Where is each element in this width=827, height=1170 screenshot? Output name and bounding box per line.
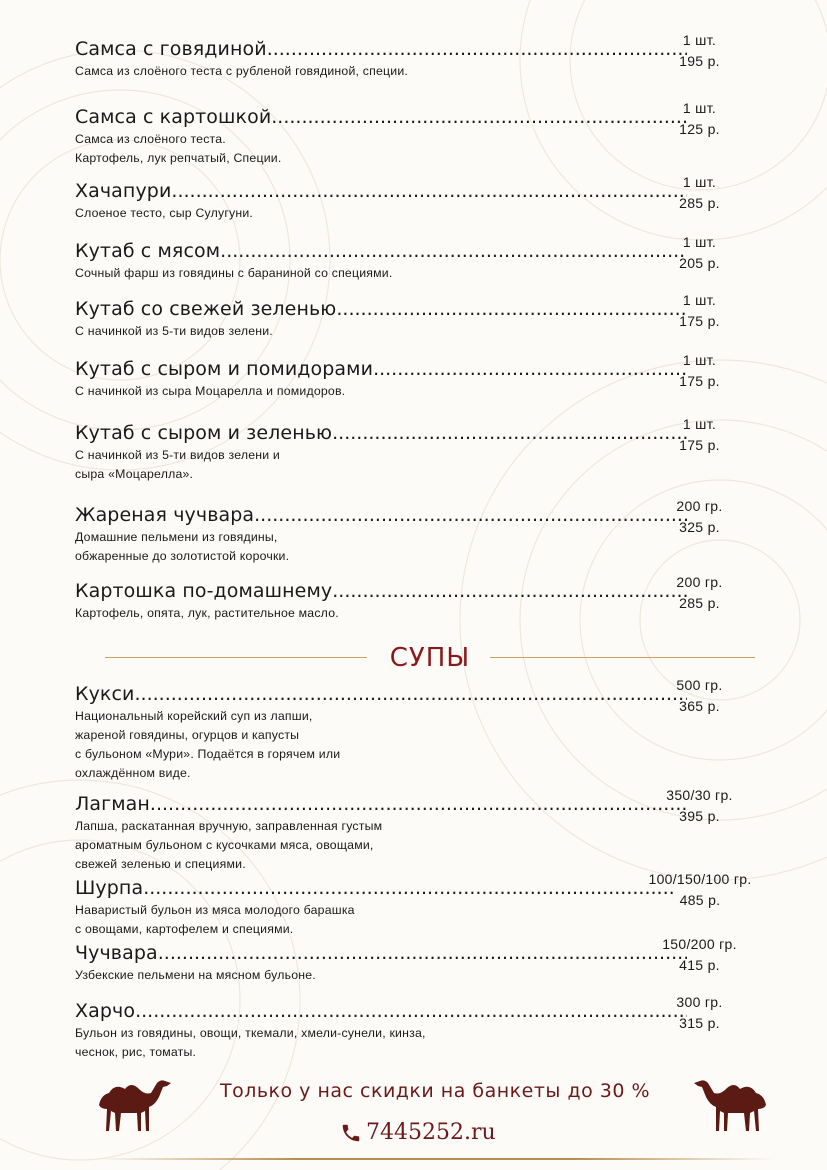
dot-leader: [267, 38, 687, 60]
dot-leader: [336, 298, 687, 320]
menu-item: [75, 677, 795, 783]
dot-leader: [150, 793, 687, 815]
item-quantity-price: [642, 232, 757, 274]
dot-leader: [271, 106, 687, 128]
item-name: Хачапури: [75, 180, 172, 202]
item-price: 365 р.: [679, 698, 720, 714]
description-line: свежей зеленью и специями.: [75, 857, 246, 871]
description-line: Узбекские пельмени на мясном бульоне.: [75, 968, 316, 982]
dot-leader: [254, 504, 687, 526]
item-price: 175 р.: [679, 373, 720, 389]
item-name: Чучвара: [75, 942, 158, 964]
description-line: Самса из слоёного теста.: [75, 132, 226, 146]
item-quantity-price: [635, 869, 765, 911]
item-name: Кутаб с сыром и помидорами: [75, 358, 374, 380]
item-quantity: 1 шт.: [682, 32, 717, 48]
section-title: СУПЫ: [389, 643, 471, 673]
item-price: 325 р.: [679, 519, 720, 535]
item-quantity-price: [642, 992, 757, 1034]
item-quantity-price: [642, 172, 757, 214]
description-line: жареной говядины, огурцов и капусты: [75, 728, 300, 742]
dot-leader: [373, 358, 687, 380]
item-price: 125 р.: [679, 121, 720, 137]
soups-section-header: [105, 642, 755, 676]
item-name: Кукси: [75, 683, 135, 705]
item-price: 285 р.: [679, 595, 720, 611]
menu-item: [75, 292, 795, 341]
dot-leader: [220, 240, 687, 262]
description-line: Картофель, лук репчатый, Специи.: [75, 151, 282, 165]
section-divider-right: [490, 657, 755, 658]
camel-icon: [95, 1075, 175, 1135]
item-price: 175 р.: [679, 437, 720, 453]
item-price: 395 р.: [679, 808, 720, 824]
item-quantity: 300 гр.: [676, 994, 723, 1010]
item-quantity-price: [642, 785, 757, 827]
dot-leader: [135, 683, 687, 705]
menu-item: [75, 936, 795, 985]
item-quantity: 1 шт.: [682, 100, 717, 116]
item-name: Жареная чучвара: [75, 504, 255, 526]
item-name: Картошка по-домашнему: [75, 580, 333, 602]
menu-item: [75, 871, 795, 939]
item-name: Самса с картошкой: [75, 106, 272, 128]
description-line: Наваристый бульон из мяса молодого барашка: [75, 903, 355, 917]
dot-leader: [332, 422, 687, 444]
description-line: чеснок, рис, томаты.: [75, 1045, 197, 1059]
description-line: обжаренные до золотистой корочки.: [75, 549, 290, 563]
description-line: сыра «Моцарелла».: [75, 467, 194, 481]
description-line: Бульон из говядины, овощи, ткемали, хмели-сунели, кинза,: [75, 1026, 426, 1040]
menu-item: [75, 416, 795, 484]
footer-divider: [95, 1158, 775, 1160]
menu-item: [75, 100, 795, 168]
menu-item: [75, 498, 795, 566]
phone-number: 7445252.ru: [366, 1120, 496, 1145]
dot-leader: [135, 1000, 687, 1022]
item-quantity-price: [642, 30, 757, 72]
promo-text: Только у нас скидки на банкеты до 30 %: [219, 1080, 651, 1102]
dot-leader: [171, 180, 687, 202]
item-name: Харчо: [75, 1000, 136, 1022]
description-line: С начинкой из сыра Моцарелла и помидоров.: [75, 384, 346, 398]
item-quantity-price: [642, 572, 757, 614]
item-quantity: 1 шт.: [682, 292, 717, 308]
description-line: Слоеное тесто, сыр Сулугуни.: [75, 206, 254, 220]
item-name: Кутаб с мясом: [75, 240, 221, 262]
menu-item: [75, 234, 795, 283]
item-quantity: 350/30 гр.: [666, 787, 733, 803]
item-name: Кутаб с сыром и зеленью: [75, 422, 333, 444]
item-price: 195 р.: [679, 53, 720, 69]
item-quantity-price: [642, 934, 757, 976]
phone-icon: [340, 1122, 362, 1144]
item-name: Самса с говядиной: [75, 38, 267, 60]
description-line: Национальный корейский суп из лапши,: [75, 709, 313, 723]
item-quantity-price: [642, 350, 757, 392]
description-line: охлаждённом виде.: [75, 766, 191, 780]
item-price: 315 р.: [679, 1015, 720, 1031]
item-price: 175 р.: [679, 313, 720, 329]
item-quantity-price: [642, 414, 757, 456]
item-quantity: 1 шт.: [682, 416, 717, 432]
description-line: с бульоном «Мури». Подаётся в горячем или: [75, 747, 341, 761]
item-name: Лагман: [75, 793, 150, 815]
item-quantity-price: [642, 675, 757, 717]
item-quantity: 200 гр.: [676, 574, 723, 590]
item-name: Шурпа: [75, 877, 144, 899]
item-price: 285 р.: [679, 195, 720, 211]
item-price: 415 р.: [679, 957, 720, 973]
description-line: С начинкой из 5-ти видов зелени и: [75, 448, 280, 462]
item-quantity: 1 шт.: [682, 234, 717, 250]
description-line: с овощами, картофелем и специями.: [75, 922, 294, 936]
menu-item: [75, 174, 795, 223]
dot-leader: [143, 877, 675, 899]
item-quantity-price: [642, 290, 757, 332]
description-line: ароматным бульоном с кусочками мяса, овощами,: [75, 838, 374, 852]
menu-item: [75, 32, 795, 81]
menu-item: [75, 994, 795, 1062]
description-line: Самса из слоёного теста с рубленой говядиной, специи.: [75, 64, 409, 78]
item-name: Кутаб со свежей зеленью: [75, 298, 337, 320]
camel-icon: [690, 1075, 770, 1135]
menu-item: [75, 787, 795, 874]
phone-link[interactable]: [340, 1120, 496, 1145]
dot-leader: [158, 942, 687, 964]
description-line: С начинкой из 5-ти видов зелени.: [75, 324, 273, 338]
dot-leader: [332, 580, 687, 602]
description-line: Лапша, раскатанная вручную, заправленная густым: [75, 819, 383, 833]
menu-item: [75, 574, 795, 623]
item-quantity: 500 гр.: [676, 677, 723, 693]
item-quantity-price: [642, 496, 757, 538]
menu-item: [75, 352, 795, 401]
description-line: Сочный фарш из говядины с бараниной со специями.: [75, 266, 393, 280]
description-line: Домашние пельмени из говядины,: [75, 530, 278, 544]
item-quantity: 1 шт.: [682, 174, 717, 190]
item-quantity: 200 гр.: [676, 498, 723, 514]
item-quantity: 100/150/100 гр.: [648, 871, 752, 887]
item-quantity-price: [642, 98, 757, 140]
item-description: [75, 707, 795, 783]
item-quantity: 150/200 гр.: [662, 936, 737, 952]
description-line: Картофель, опята, лук, растительное масло.: [75, 606, 339, 620]
item-price: 205 р.: [679, 255, 720, 271]
footer: [0, 1070, 827, 1170]
item-price: 485 р.: [679, 892, 721, 908]
item-quantity: 1 шт.: [682, 352, 717, 368]
